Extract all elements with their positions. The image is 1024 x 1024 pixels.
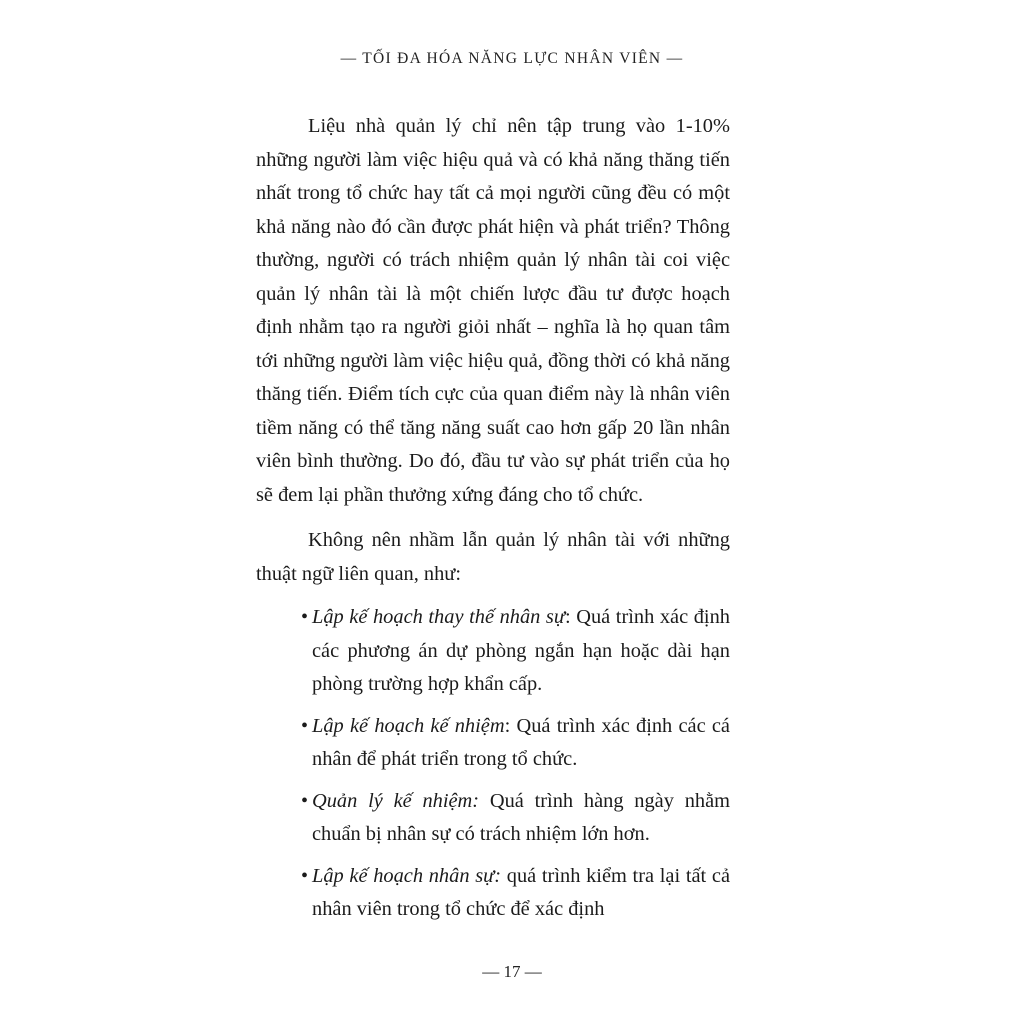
list-item-succession-planning xyxy=(256,710,730,777)
term-label: Lập kế hoạch nhân sự: xyxy=(312,864,502,887)
bullet-icon: • xyxy=(301,606,309,628)
term-definition: Quá trình hàng ngày nhằm chuẩn bị nhân sự có trách nhiệm lớn hơn. xyxy=(312,789,731,845)
term-label: Quản lý kế nhiệm: xyxy=(312,789,480,812)
paragraph-talent-focus: Liệu nhà quản lý chỉ nên tập trung vào 1-10% những người làm việc hiệu quả và có khả năng thăng tiến nhất trong tổ chức hay tất cả mọi người cũng đều có một khả năng nào đó cần được phát hiện và phát triển? Thông thường, người có trách nhiệm quản lý nhân tài coi việc quản lý nhân tài là một chiến lược đầu tư được hoạch định nhằm tạo ra người giỏi nhất – nghĩa là họ quan tâm tới những người làm việc hiệu quả, đồng thời có khả năng thăng tiến. Điểm tích cực của quan điểm này là nhân viên tiềm năng có thể tăng năng suất cao hơn gấp 20 lần nhân viên bình thường. Do đó, đầu tư vào sự phát triển của họ sẽ đem lại phần thưởng xứng đáng cho tổ chức. xyxy=(256,115,730,506)
page-number: — 17 — xyxy=(482,962,542,981)
bullet-icon: • xyxy=(301,789,309,812)
running-header: — TỐI ĐA HÓA NĂNG LỰC NHÂN VIÊN — xyxy=(340,50,684,67)
list-item-replacement-planning xyxy=(256,601,730,702)
paragraph-related-terms: Không nên nhầm lẫn quản lý nhân tài với những thuật ngữ liên quan, như: xyxy=(256,529,730,585)
term-label: Lập kế hoạch kế nhiệm xyxy=(312,714,505,737)
term-definition: quá trình kiểm tra lại tất cả nhân viên trong tổ chức để xác định xyxy=(312,864,730,920)
body-text xyxy=(256,110,730,935)
term-definition: : Quá trình xác định các phương án dự phòng ngắn hạn hoặc dài hạn phòng trường hợp khẩn cấp. xyxy=(312,606,730,695)
bullet-icon: • xyxy=(301,714,309,737)
list-item-workforce-planning xyxy=(256,860,730,927)
term-label: Lập kế hoạch thay thế nhân sự xyxy=(312,606,565,628)
list-item-succession-management xyxy=(256,785,730,852)
related-terms-list xyxy=(256,601,730,927)
bullet-icon: • xyxy=(301,864,309,887)
term-definition: : Quá trình xác định các cá nhân để phát triển trong tổ chức. xyxy=(312,714,730,770)
